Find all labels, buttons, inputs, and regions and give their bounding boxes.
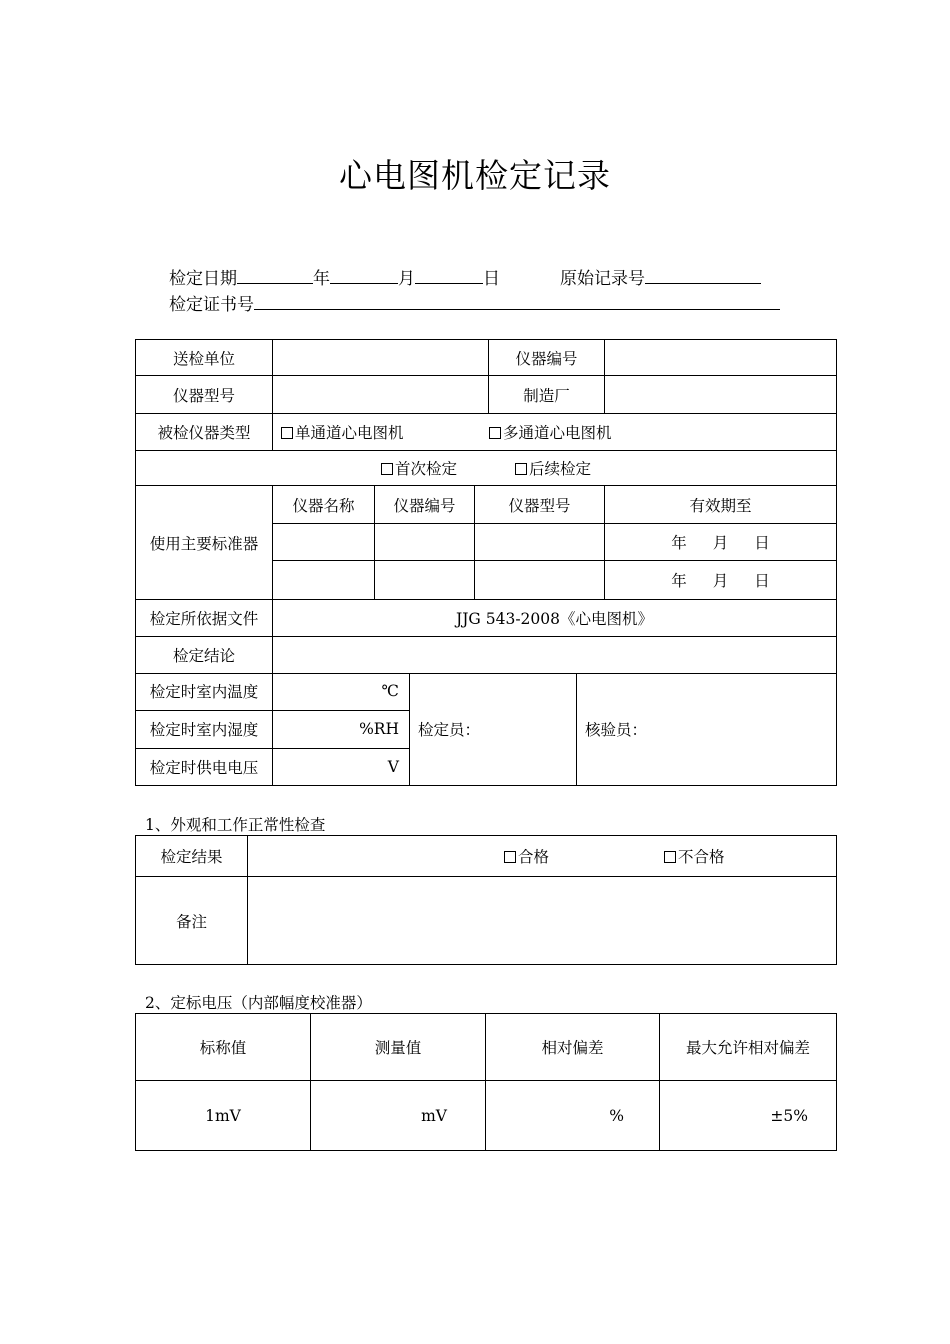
checker-field[interactable]: [577, 673, 837, 785]
manufacturer-label: 制造厂: [489, 376, 605, 414]
std-name-field[interactable]: [273, 524, 375, 561]
std-model-field[interactable]: [475, 524, 605, 561]
subsequent-verify-option[interactable]: 后续检定: [515, 457, 591, 479]
inspector-label: 检定员：: [418, 720, 481, 739]
section1-table: [135, 835, 837, 965]
section2-table: [135, 1013, 837, 1151]
deviation-unit: %: [609, 1106, 624, 1125]
checkbox-icon[interactable]: [664, 851, 676, 863]
basis-label: 检定所依据文件: [136, 600, 273, 637]
nominal-value: 1mV: [136, 1081, 311, 1151]
pass-option[interactable]: 合格: [504, 845, 664, 867]
std-valid-date[interactable]: 年 月 日: [605, 524, 837, 561]
conclusion-field[interactable]: [273, 637, 837, 674]
temp-label: 检定时室内温度: [136, 673, 273, 710]
multi-channel-option[interactable]: 多通道心电图机: [489, 424, 612, 442]
voltage-label: 检定时供电电压: [136, 748, 273, 785]
day-field[interactable]: [415, 269, 483, 284]
date-line: [169, 264, 761, 289]
std-no-field[interactable]: [375, 524, 475, 561]
manufacturer-field[interactable]: [605, 376, 837, 414]
page-title: 心电图机检定记录: [339, 156, 611, 195]
type-label: 被检仪器类型: [136, 414, 273, 451]
record-no-field[interactable]: [645, 269, 761, 284]
standards-label: 使用主要标准器: [136, 486, 273, 600]
remark-field[interactable]: [248, 877, 837, 965]
temp-unit: ℃: [381, 682, 399, 701]
inspector-field[interactable]: [410, 673, 577, 785]
checkbox-icon[interactable]: [281, 427, 293, 439]
checker-label: 核验员：: [585, 720, 648, 739]
checkbox-icon[interactable]: [381, 463, 393, 475]
humidity-unit: %RH: [359, 720, 399, 738]
remark-label: 备注: [136, 877, 248, 965]
std-name-field[interactable]: [273, 561, 375, 600]
model-field[interactable]: [273, 376, 489, 414]
env-table: [135, 673, 837, 786]
sender-field[interactable]: [273, 340, 489, 376]
first-verify-option[interactable]: 首次检定: [381, 457, 515, 479]
year-label: 年: [313, 269, 330, 289]
header-deviation: 相对偏差: [486, 1014, 660, 1081]
fail-option[interactable]: 不合格: [664, 848, 725, 866]
voltage-unit: V: [387, 757, 399, 776]
sender-label: 送检单位: [136, 340, 273, 376]
info-table: [135, 339, 837, 674]
deviation-field[interactable]: [486, 1081, 660, 1151]
voltage-field[interactable]: [273, 748, 410, 785]
cert-no-label: 检定证书号: [169, 295, 254, 315]
checkbox-icon[interactable]: [515, 463, 527, 475]
single-channel-option[interactable]: 单通道心电图机: [281, 421, 489, 443]
date-label: 检定日期: [169, 269, 237, 289]
result-label: 检定结果: [136, 836, 248, 877]
header-measured: 测量值: [311, 1014, 486, 1081]
cert-no-field[interactable]: [254, 295, 780, 310]
std-valid-date[interactable]: 年 月 日: [605, 561, 837, 600]
measured-field[interactable]: [311, 1081, 486, 1151]
humidity-label: 检定时室内湿度: [136, 710, 273, 748]
std-header-valid: 有效期至: [605, 486, 837, 524]
basis-value: JJG 543-2008《心电图机》: [273, 600, 837, 637]
record-no-label: 原始记录号: [560, 269, 645, 289]
measured-unit: mV: [421, 1106, 447, 1125]
std-header-model: 仪器型号: [475, 486, 605, 524]
result-options: [248, 836, 837, 877]
verify-options: [136, 451, 837, 486]
type-options: [273, 414, 837, 451]
instrument-no-label: 仪器编号: [489, 340, 605, 376]
std-header-name: 仪器名称: [273, 486, 375, 524]
model-label: 仪器型号: [136, 376, 273, 414]
cert-line: [169, 290, 780, 315]
std-header-no: 仪器编号: [375, 486, 475, 524]
std-model-field[interactable]: [475, 561, 605, 600]
max-allowed-value: ±5%: [660, 1081, 837, 1151]
month-label: 月: [398, 269, 415, 289]
day-label: 日: [483, 269, 500, 289]
year-field[interactable]: [237, 269, 313, 284]
temp-field[interactable]: [273, 673, 410, 710]
conclusion-label: 检定结论: [136, 637, 273, 674]
instrument-no-field[interactable]: [605, 340, 837, 376]
section1-title: 1、外观和工作正常性检查: [145, 816, 326, 834]
section2-title: 2、定标电压（内部幅度校准器）: [145, 994, 372, 1012]
month-field[interactable]: [330, 269, 398, 284]
std-no-field[interactable]: [375, 561, 475, 600]
checkbox-icon[interactable]: [489, 427, 501, 439]
header-max-allowed: 最大允许相对偏差: [660, 1014, 837, 1081]
header-nominal: 标称值: [136, 1014, 311, 1081]
checkbox-icon[interactable]: [504, 851, 516, 863]
humidity-field[interactable]: [273, 710, 410, 748]
